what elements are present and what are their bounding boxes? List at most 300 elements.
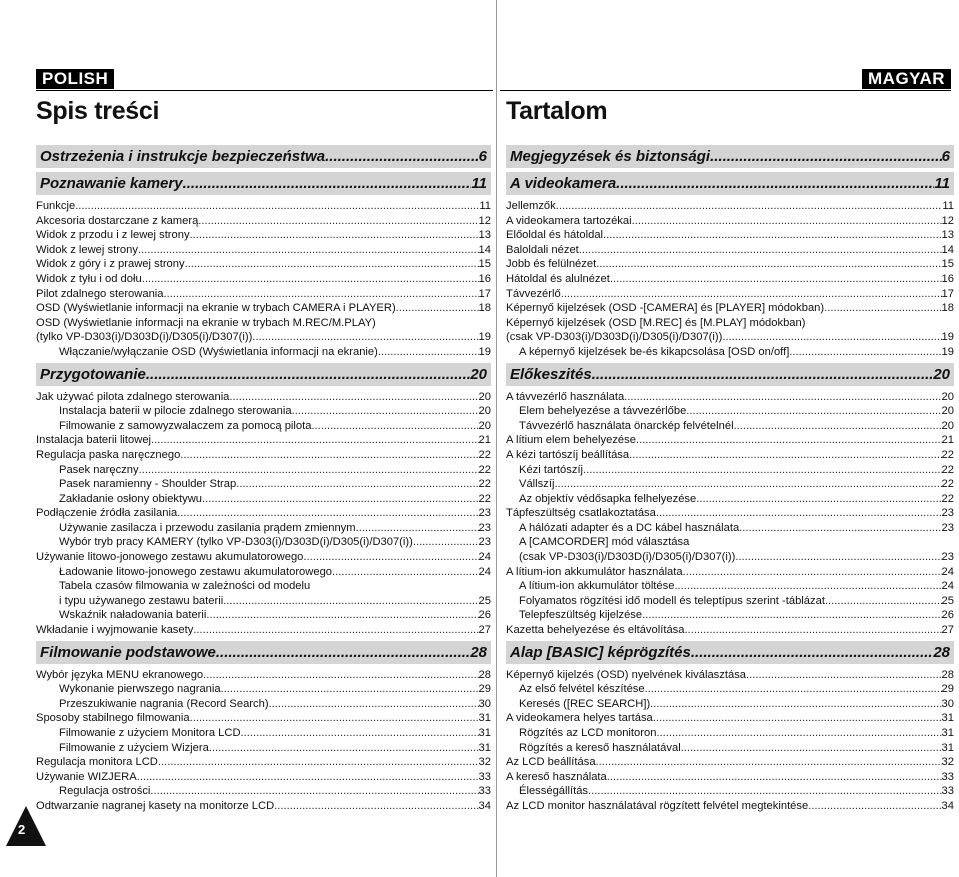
toc-entry <box>36 390 491 405</box>
dot-leader <box>356 521 479 536</box>
section-page: 20 <box>470 365 487 383</box>
toc-entry-title: Pilot zdalnego sterowania <box>36 287 164 300</box>
section-page: 20 <box>933 365 950 383</box>
dot-leader <box>685 623 942 638</box>
section-heading <box>506 363 954 386</box>
toc-entry <box>506 608 954 623</box>
toc-entry-title: Filmowanie z samowyzwalaczem za pomocą pilota <box>59 419 312 432</box>
toc-entry <box>36 565 491 580</box>
dot-leader <box>554 477 941 492</box>
toc-entry-title: Pasek naramienny - Shoulder Strap <box>59 478 237 491</box>
toc-entry-title: Przeszukiwanie nagrania (Record Search) <box>59 697 269 710</box>
toc-entry-title: Rögzítés a kereső használatával <box>519 741 681 754</box>
section-page: 28 <box>933 643 950 661</box>
toc-entry-page: 33 <box>941 770 954 783</box>
dot-leader <box>603 228 942 243</box>
toc-entry-title: Wskaźnik naładowania baterii <box>59 609 207 622</box>
toc-entry-title: A távvezérlő használata <box>506 390 625 403</box>
toc-entry-page: 28 <box>478 668 491 681</box>
toc-entry-page: 17 <box>478 287 491 300</box>
dot-leader <box>607 770 942 785</box>
toc-entry <box>36 272 491 287</box>
section-title: Megjegyzések és biztonsági <box>510 148 711 165</box>
toc-entry-title: i typu używanego zestawu baterii <box>59 594 224 607</box>
toc-entry <box>36 608 491 623</box>
section-page: 11 <box>471 175 487 192</box>
dot-leader <box>221 682 479 697</box>
toc-entry <box>506 301 954 316</box>
dot-leader <box>75 199 479 214</box>
dot-leader <box>686 404 941 419</box>
toc-entry-title: Instalacja baterii litowej <box>36 434 152 447</box>
toc-entry <box>36 214 491 229</box>
toc-entry <box>506 199 954 214</box>
toc-entry-page: 22 <box>478 492 491 505</box>
dot-leader <box>223 594 478 609</box>
toc-entry <box>36 799 491 814</box>
toc-entry-page: 34 <box>478 799 491 812</box>
toc-entry <box>506 565 954 580</box>
toc-entry <box>36 243 491 258</box>
toc-entry-title: OSD (Wyświetlanie informacji na ekranie w trybach CAMERA i PLAYER) <box>36 302 396 315</box>
dot-leader <box>138 243 479 258</box>
dot-leader <box>164 287 479 302</box>
toc-entry-title: Képernyő kijelzések (OSD [M.REC] és [M.PLAY] módokban) <box>506 316 806 329</box>
toc-entry-page: 19 <box>941 345 954 358</box>
toc-entry-page: 24 <box>478 565 491 578</box>
toc-entry-page: 20 <box>478 405 491 418</box>
dot-leader <box>137 770 479 785</box>
toc-entry-page: 34 <box>941 799 954 812</box>
toc-entry-page: 26 <box>478 609 491 622</box>
toc-entry-title: Używanie litowo-jonowego zestawu akumulatorowego <box>36 551 304 564</box>
toc-entry <box>506 419 954 434</box>
toc-entry-page: 33 <box>478 770 491 783</box>
dot-leader <box>683 565 942 580</box>
dot-leader <box>310 579 491 594</box>
toc-entry-title: Az objektív védősapka felhelyezése <box>519 492 697 505</box>
toc-entry <box>36 506 491 521</box>
dot-leader <box>825 594 942 609</box>
section-title: Filmowanie podstawowe <box>40 643 216 661</box>
toc-entry-page: 31 <box>478 712 491 725</box>
toc-entry-title: Pasek naręczny <box>59 463 139 476</box>
toc-entry-title: Folyamatos rögzítési idő modell és teleptípus szerint -táblázat <box>519 594 825 607</box>
dot-leader <box>739 521 941 536</box>
header-rule-left <box>36 90 493 91</box>
dot-leader <box>376 316 491 331</box>
toc-entry-page: 32 <box>941 756 954 769</box>
toc-entry <box>36 316 491 331</box>
dot-leader <box>805 316 954 331</box>
dot-leader <box>203 668 478 683</box>
toc-entry-page: 23 <box>941 521 954 534</box>
toc-entry <box>36 579 491 594</box>
header-rule-right <box>500 90 951 91</box>
toc-entry <box>36 433 491 448</box>
dot-leader <box>311 419 478 434</box>
toc-entry-title: A kereső használata <box>506 770 607 783</box>
dot-leader <box>332 565 479 580</box>
toc-entry <box>506 535 954 550</box>
toc-entry <box>506 390 954 405</box>
toc-entry-page: 13 <box>941 229 954 242</box>
section-page: 6 <box>478 148 487 165</box>
toc-entry <box>36 199 491 214</box>
toc-entry-page: 29 <box>941 683 954 696</box>
dot-leader <box>252 330 478 345</box>
toc-entry-title: Widok z tyłu i od dołu <box>36 272 142 285</box>
dot-leader <box>691 641 933 664</box>
toc-entry <box>36 330 491 345</box>
toc-entry-page: 11 <box>942 200 954 212</box>
toc-entry-title: A lítium-ion akkumulátor töltése <box>519 580 675 593</box>
dot-leader <box>616 172 934 195</box>
toc-entry-page: 23 <box>478 521 491 534</box>
toc-entry-page: 14 <box>478 243 491 256</box>
dot-leader <box>653 711 942 726</box>
toc-entry-title: Widok z lewej strony <box>36 243 138 256</box>
toc-entry-title: Képernyő kijelzések (OSD -[CAMERA] és [PLAYER] módokban) <box>506 302 825 315</box>
toc-entry-title: Kézi tartószíj <box>519 463 584 476</box>
toc-entry <box>36 419 491 434</box>
dot-leader <box>202 492 479 507</box>
dot-leader <box>689 535 954 550</box>
toc-entry-page: 19 <box>478 345 491 358</box>
toc-entry <box>36 228 491 243</box>
toc-entry <box>506 506 954 521</box>
toc-entry-page: 16 <box>478 272 491 285</box>
toc-entry-title: Tápfeszültség csatlakoztatása <box>506 507 656 520</box>
dot-leader <box>236 477 478 492</box>
toc-entry-title: Filmowanie z użyciem Wizjera. <box>59 741 212 754</box>
dot-leader <box>229 390 478 405</box>
toc-entry-page: 18 <box>941 302 954 315</box>
toc-entry-page: 22 <box>941 492 954 505</box>
dot-leader <box>139 463 479 478</box>
toc-entry-page: 30 <box>478 697 491 710</box>
toc-entry-title: Widok z przodu i z lewej strony <box>36 229 190 242</box>
toc-entry-title: Telepfeszültség kijelzése <box>519 609 643 622</box>
dot-leader <box>183 172 472 195</box>
dot-leader <box>650 697 941 712</box>
toc-entry <box>506 477 954 492</box>
toc-entry-title: OSD (Wyświetlanie informacji na ekranie w trybach M.REC/M.PLAY) <box>36 316 376 329</box>
page-title-left: Spis treści <box>36 97 160 125</box>
toc-entry-page: 31 <box>478 741 491 754</box>
dot-leader <box>206 608 478 623</box>
toc-entry-title: A lítium-ion akkumulátor használata <box>506 565 683 578</box>
section-page: 6 <box>941 148 950 165</box>
toc-entry <box>506 711 954 726</box>
dot-leader <box>150 784 478 799</box>
toc-entry <box>506 272 954 287</box>
toc-left <box>36 145 491 817</box>
dot-leader <box>710 145 942 168</box>
toc-entry-title: Vállszíj <box>519 478 555 491</box>
toc-entry <box>506 287 954 302</box>
toc-entry <box>506 594 954 609</box>
toc-entry-title: Rögzítés az LCD monitoron <box>519 727 657 739</box>
toc-entry-title: Jellemzők <box>506 200 556 212</box>
toc-entry-page: 12 <box>478 214 491 227</box>
toc-entry-page: 13 <box>478 229 491 242</box>
section-title: A videokamera <box>510 175 617 192</box>
toc-entry-title: Az LCD beállítása <box>506 756 596 769</box>
toc-entry-title: Odtwarzanie nagranej kasety na monitorze LCD <box>36 799 275 812</box>
toc-entry-title: Előoldal és hátoldal <box>506 229 604 242</box>
toc-entry <box>36 301 491 316</box>
toc-entry <box>506 228 954 243</box>
toc-entry-title: Instalacja baterii w pilocie zdalnego sterowania <box>59 405 292 418</box>
toc-entry <box>506 492 954 507</box>
toc-entry-title: (csak VP-D303(i)/D303D(i)/D305(i)/D307(i)) <box>506 331 723 344</box>
toc-entry-page: 23 <box>478 536 491 549</box>
toc-entry-title: Baloldali nézet <box>506 243 579 256</box>
dot-leader <box>198 214 478 229</box>
toc-entry-title: (tylko VP-D303(i)/D303D(i)/D305(i)/D307(i)) <box>36 331 253 344</box>
dot-leader <box>656 726 941 741</box>
dot-leader <box>396 301 479 316</box>
toc-entry <box>506 433 954 448</box>
toc-entry-title: Az LCD monitor használatával rögzített felvétel megtekintése <box>506 799 809 812</box>
toc-entry-page: 19 <box>478 331 491 344</box>
toc-entry <box>36 668 491 683</box>
toc-entry-page: 19 <box>941 331 954 344</box>
section-heading <box>36 172 491 195</box>
dot-leader <box>269 697 479 712</box>
toc-entry-title: Podłączenie źródła zasilania <box>36 507 178 520</box>
toc-entry-title: A videokamera helyes tartása <box>506 712 653 725</box>
toc-entry-title: Używanie zasilacza i przewodu zasilania prądem zmiennym <box>59 521 356 534</box>
toc-entry <box>506 770 954 785</box>
toc-entry-title: Ładowanie litowo-jonowego zestawu akumulatorowego <box>59 565 333 578</box>
toc-entry-title: A hálózati adapter és a DC kábel használata <box>519 521 740 534</box>
toc-entry-title: Wybór języka MENU ekranowego <box>36 668 204 681</box>
toc-entry-page: 15 <box>941 258 954 271</box>
toc-entry-page: 22 <box>478 448 491 461</box>
dot-leader <box>579 243 942 258</box>
dot-leader <box>561 287 942 302</box>
dot-leader <box>142 272 479 287</box>
toc-entry-page: 31 <box>478 727 491 739</box>
toc-entry-page: 33 <box>478 785 491 798</box>
toc-entry <box>36 287 491 302</box>
dot-leader <box>177 506 478 521</box>
page-number: 2 <box>18 822 26 837</box>
toc-entry-title: Az első felvétel készítése <box>519 683 645 696</box>
dot-leader <box>556 199 943 214</box>
language-badge-magyar: MAGYAR <box>862 69 951 89</box>
toc-entry <box>36 535 491 550</box>
dot-leader <box>629 448 941 463</box>
toc-entry-page: 28 <box>941 668 954 681</box>
dot-leader <box>146 363 470 386</box>
dot-leader <box>158 755 479 770</box>
dot-leader <box>789 345 941 360</box>
toc-entry-page: 20 <box>941 390 954 403</box>
toc-entry-title: Wykonanie pierwszego nagrania <box>59 683 221 696</box>
toc-entry-title: Regulacja paska naręcznego <box>36 448 181 461</box>
toc-entry <box>36 594 491 609</box>
toc-entry <box>506 682 954 697</box>
toc-entry <box>506 521 954 536</box>
dot-leader <box>151 433 479 448</box>
toc-entry <box>36 711 491 726</box>
section-heading <box>36 641 491 664</box>
toc-entry <box>36 257 491 272</box>
dot-leader <box>656 506 942 521</box>
page-number-marker <box>6 806 46 846</box>
dot-leader <box>674 579 941 594</box>
dot-leader <box>596 257 941 272</box>
dot-leader <box>610 272 942 287</box>
toc-entry <box>36 726 491 741</box>
toc-entry-title: Wybór tryb pracy KAMERY (tylko VP-D303(i)/D303D(i)/D305(i)/D307(i)) <box>59 536 413 549</box>
dot-leader <box>193 623 478 638</box>
section-gap <box>506 814 954 817</box>
toc-entry-page: 15 <box>478 258 491 271</box>
dot-leader <box>241 726 479 741</box>
toc-entry <box>36 448 491 463</box>
toc-entry-page: 32 <box>478 756 491 769</box>
section-title: Előkeszités <box>510 365 592 383</box>
dot-leader <box>212 741 479 756</box>
dot-leader <box>378 345 479 360</box>
toc-entry-title: Akcesoria dostarczane z kamerą <box>36 214 199 227</box>
toc-entry-page: 21 <box>941 434 954 447</box>
dot-leader <box>413 535 479 550</box>
toc-entry-title: Funkcje <box>36 200 76 212</box>
toc-entry <box>506 623 954 638</box>
toc-entry-page: 20 <box>941 405 954 418</box>
toc-entry-title: Keresés ([REC SEARCH]) <box>519 697 651 710</box>
dot-leader <box>180 448 478 463</box>
toc-entry <box>36 492 491 507</box>
dot-leader <box>624 390 941 405</box>
section-page: 28 <box>470 643 487 661</box>
toc-entry-page: 20 <box>478 390 491 403</box>
toc-entry-title: Widok z góry i z prawej strony <box>36 258 185 271</box>
toc-entry <box>506 345 954 360</box>
dot-leader <box>292 404 479 419</box>
toc-entry-title: Hátoldal és alulnézet <box>506 272 610 285</box>
toc-entry-page: 20 <box>941 419 954 432</box>
toc-entry-page: 22 <box>941 448 954 461</box>
toc-entry-page: 24 <box>478 551 491 564</box>
toc-entry-page: 26 <box>941 609 954 622</box>
toc-entry <box>36 345 491 360</box>
toc-entry <box>506 330 954 345</box>
dot-leader <box>325 145 479 168</box>
dot-leader <box>274 799 478 814</box>
toc-entry <box>506 463 954 478</box>
section-title: Alap [BASIC] képrögzítés <box>510 643 691 661</box>
toc-entry-page: 23 <box>478 507 491 520</box>
toc-entry <box>506 697 954 712</box>
toc-entry-title: Regulacja monitora LCD <box>36 756 158 769</box>
dot-leader <box>592 363 934 386</box>
toc-entry-page: 31 <box>941 741 954 754</box>
toc-entry <box>506 579 954 594</box>
dot-leader <box>190 228 479 243</box>
toc-entry <box>36 770 491 785</box>
section-heading <box>506 172 954 195</box>
toc-entry-page: 27 <box>478 624 491 637</box>
center-divider <box>496 0 497 877</box>
toc-entry-title: Távvezérlő használata önarckép felvételnél <box>519 419 734 432</box>
dot-leader <box>734 419 942 434</box>
toc-entry-title: Kazetta behelyezése és eltávolítása <box>506 624 685 637</box>
dot-leader <box>632 214 942 229</box>
section-heading <box>36 363 491 386</box>
toc-entry-page: 17 <box>941 287 954 300</box>
toc-entry <box>506 404 954 419</box>
toc-entry <box>36 477 491 492</box>
dot-leader <box>746 668 942 683</box>
toc-entry <box>36 741 491 756</box>
dot-leader <box>190 711 479 726</box>
dot-leader <box>596 755 942 770</box>
toc-entry <box>506 243 954 258</box>
toc-entry-page: 20 <box>478 419 491 432</box>
toc-entry-title: Sposoby stabilnego filmowania <box>36 712 190 725</box>
toc-entry-title: Filmowanie z użyciem Monitora LCD <box>59 727 241 739</box>
section-gap <box>36 814 491 817</box>
toc-entry-page: 23 <box>941 551 954 564</box>
toc-entry-title: Tabela czasów filmowania w zależności od modelu <box>59 580 311 593</box>
toc-entry-page: 23 <box>941 507 954 520</box>
section-title: Poznawanie kamery <box>40 175 183 192</box>
dot-leader <box>642 608 941 623</box>
toc-entry <box>506 214 954 229</box>
toc-entry <box>506 316 954 331</box>
toc-entry-title: Távvezérlő <box>506 287 561 300</box>
dot-leader <box>824 301 941 316</box>
section-title: Ostrzeżenia i instrukcje bezpieczeństwa <box>40 148 326 165</box>
dot-leader <box>185 257 479 272</box>
toc-entry-page: 30 <box>941 697 954 710</box>
toc-entry <box>36 697 491 712</box>
toc-entry-page: 25 <box>478 594 491 607</box>
toc-entry-title: (csak VP-D303(i)/D303D(i)/D305(i)/D307(i)) <box>519 551 736 564</box>
toc-entry-title: Elem behelyezése a távvezérlőbe <box>519 405 687 418</box>
toc-entry-page: 31 <box>941 727 954 739</box>
toc-entry-title: Képernyő kijelzés (OSD) nyelvének kiválasztása <box>506 668 747 681</box>
toc-entry <box>506 741 954 756</box>
toc-entry <box>506 257 954 272</box>
toc-entry <box>506 550 954 565</box>
toc-entry-title: Włączanie/wyłączanie OSD (Wyświetlania informacji na ekranie) <box>59 345 378 358</box>
toc-entry-title: Używanie WIZJERA <box>36 770 137 783</box>
toc-entry-page: 27 <box>941 624 954 637</box>
toc-entry <box>36 623 491 638</box>
dot-leader <box>216 641 470 664</box>
toc-entry <box>36 550 491 565</box>
toc-entry <box>36 784 491 799</box>
toc-entry-page: 25 <box>941 594 954 607</box>
dot-leader <box>722 330 941 345</box>
toc-entry-page: 29 <box>478 683 491 696</box>
toc-entry <box>36 755 491 770</box>
toc-entry-title: A [CAMCORDER] mód választása <box>519 536 690 549</box>
toc-entry <box>506 726 954 741</box>
dot-leader <box>735 550 941 565</box>
toc-entry <box>36 682 491 697</box>
dot-leader <box>636 433 942 448</box>
toc-entry-page: 12 <box>941 214 954 227</box>
toc-entry-title: A videokamera tartozékai <box>506 214 632 227</box>
